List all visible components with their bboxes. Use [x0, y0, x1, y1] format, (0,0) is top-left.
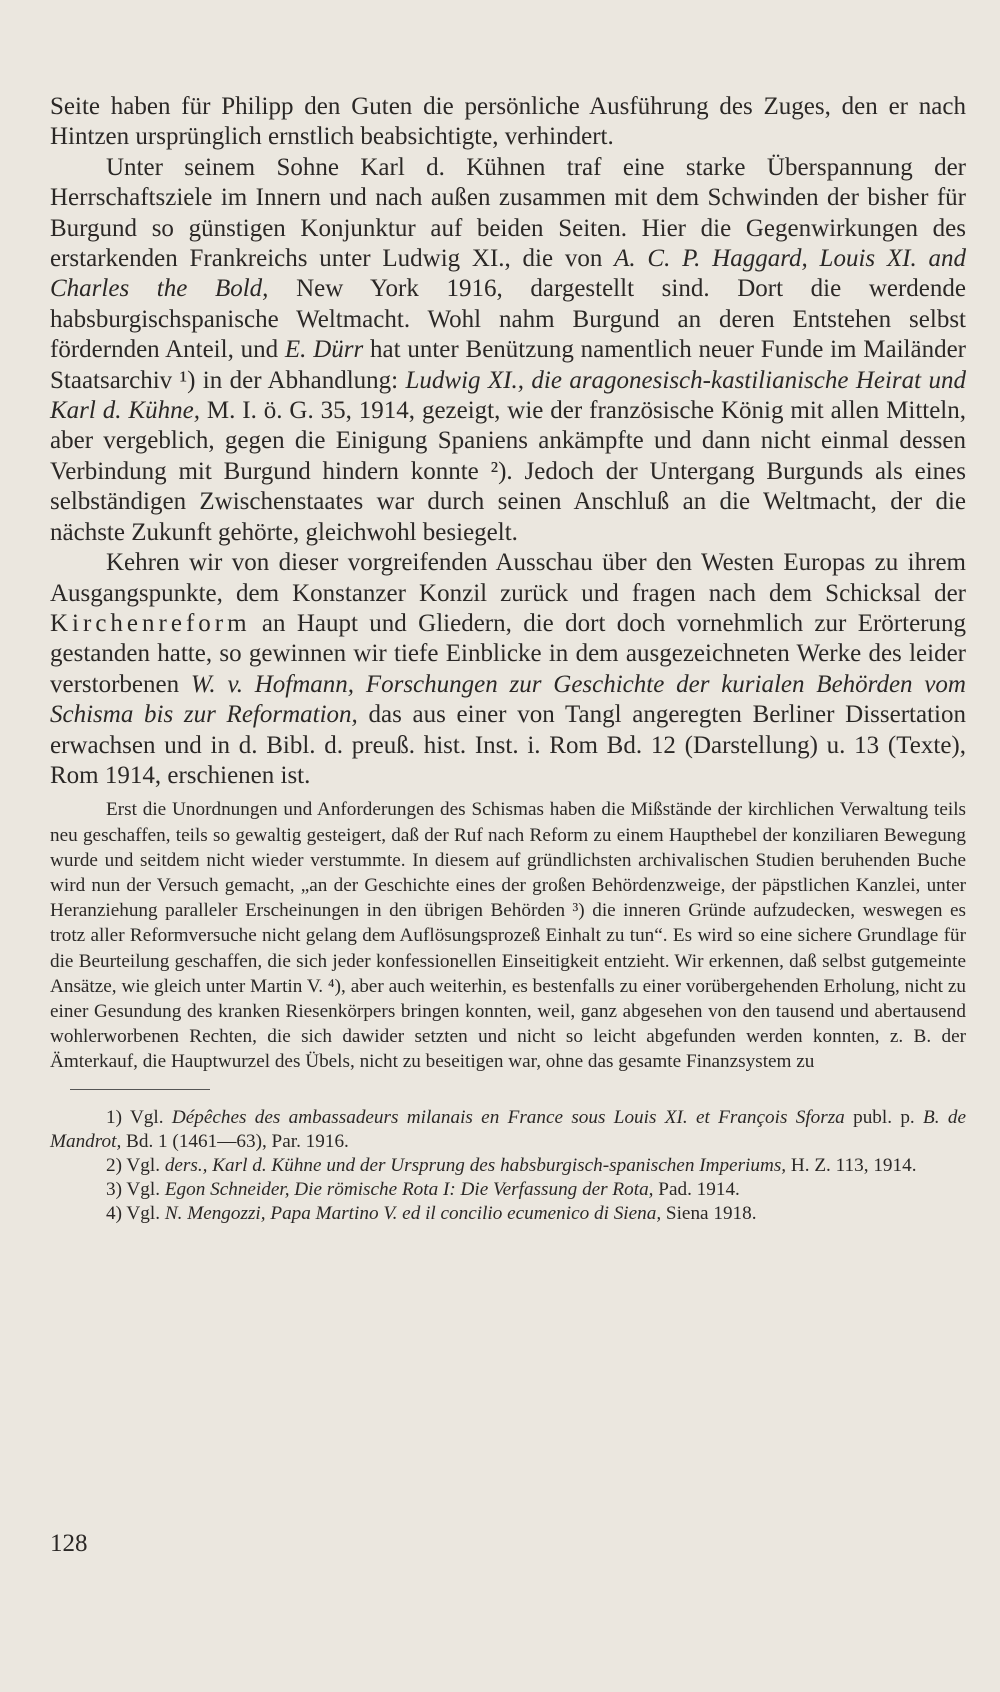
- footnote-1-text: publ. p.: [844, 1106, 924, 1128]
- page-number: 128: [50, 1530, 88, 1557]
- footnote-3: [50, 1178, 966, 1202]
- author-duerr: E. Dürr: [284, 336, 364, 364]
- paragraph-2-text-a: Unter seinem Sohne Karl d. Kühnen traf eine starke Überspannung der Herrschaftsziele im Innern und nach außen zusammen mit dem Schwinden der bisher für Burgund so günstigen Konjunktur auf beiden Seiten. Hier die Gegenwirkungen des erstarkenden Frankreichs unter Ludwig XI., die von: [50, 153, 966, 273]
- footnote-divider: [70, 1089, 210, 1090]
- small-print-paragraph: Erst die Unordnungen und Anforderungen des Schismas haben die Mißstände der kirchlichen Verwaltung teils neu geschaffen, teils so gewaltig gesteigert, daß der Ruf nach Reform zu einem Haupthebel der konziliaren Bewegung wurde und seitdem nicht wieder verstummte. In diesem auf gründlichsten archivalischen Studien beruhenden Buche wird nun der Versuch gemacht, „an der Geschichte eines der großen Behördenzweige, der päpstlichen Kanzlei, unter Heranziehung paralleler Erscheinungen in den übrigen Behörden ³) die inneren Gründe aufzudecken, weswegen es trotz aller Reformversuche nicht gelang dem Auflösungsprozeß Einhalt zu tun“. Es wird so eine sichere Grundlage für die Beurteilung geschaffen, die sich jeder konfessionellen Einseitigkeit entzieht. Wir erkennen, daß selbst gutgemeinte Ansätze, wie gleich unter Martin V. ⁴), aber auch weiterhin, es bestenfalls zu einer vorübergehenden Erholung, nicht zu einer Gesundung des kranken Riesenkörpers bringen konnten, weil, ganz abgesehen von den tausend und abertausend wohlerworbenen Rechten, die sich dawider setzten und nicht so leicht abgefunden werden konnten, z. B. der Ämterkauf, die Hauptwurzel des Übels, nicht zu beseitigen war, ohne das gesamte Finanzsystem zu: [50, 799, 966, 1073]
- footnote-3-details: Pad. 1914.: [653, 1178, 740, 1200]
- paragraph-1: Seite haben für Philipp den Guten die persönliche Ausführung des Zuges, den er nach Hintzen ursprünglich ernstlich beabsichtigte, verhindert.: [50, 93, 966, 151]
- footnote-3-marker: 3) Vgl.: [106, 1178, 165, 1200]
- paragraph-3-text-e: das aus einer von Tangl angeregten Berliner Dissertation erwachsen und in d. Bibl. d. preuß. hist. Inst. i. Rom Bd. 12 (Darstellung) u. 13 (Texte), Rom 1914, erschienen ist.: [50, 701, 966, 789]
- footnote-1-title: Dépêches des ambassadeurs milanais en France sous Louis XI. et François Sforza: [171, 1106, 845, 1128]
- citation-hofmann: W. v. Hofmann, Forschungen zur Geschichte der kurialen Behörden vom Schisma bis zur Reformation,: [50, 670, 966, 729]
- small-print-section: [50, 797, 966, 1074]
- footnote-1: [50, 1106, 966, 1154]
- footnotes: [50, 1106, 966, 1226]
- citation-ludwig-xi: Ludwig XI., die aragonesisch-kastilianische Heirat und Karl d. Kühne,: [50, 366, 966, 425]
- footnote-1-details: Bd. 1 (1461—63), Par. 1916.: [121, 1130, 349, 1152]
- paragraph-3-text-a: Kehren wir von dieser vorgreifenden Ausschau über den Westen Europas zu ihrem Ausgangspunkte, dem Konstanzer Konzil zurück und fragen nach dem Schicksal der: [50, 549, 966, 607]
- footnote-4-details: Siena 1918.: [661, 1202, 757, 1224]
- spaced-term-kirchenreform: Kirchenreform: [50, 609, 251, 637]
- citation-haggard: A. C. P. Haggard, Louis XI. and Charles the Bold,: [50, 245, 966, 303]
- paragraph-2-text-g: M. I. ö. G. 35, 1914, gezeigt, wie der französische König mit allen Mitteln, aber vergeblich, gegen die Einigung Spaniens ankämpfte und dann nicht einmal dessen Verbindung mit Burgund hindern konnte ²). Jedoch der Untergang Burgunds als eines selbständigen Zwischenstaates war durch seinen Anschluß an die Weltmacht, der die nächste Zukunft gehörte, gleichwohl besiegelt.: [50, 397, 966, 546]
- paragraph-3-text-c: an Haupt und Gliedern, die dort doch vornehmlich zur Erörterung gestanden hatte, so gewinnen wir tiefe Einblicke in dem ausgezeichneten Werke des leider verstorbenen: [50, 609, 966, 698]
- footnote-2-details: H. Z. 113, 1914.: [786, 1154, 917, 1176]
- footnote-1-marker: 1) Vgl.: [106, 1106, 172, 1128]
- paragraph-2-text-e: hat unter Benützung namentlich neuer Funde im Mailänder Staatsarchiv ¹) in der Abhandlung:: [50, 336, 966, 394]
- footnote-4: [50, 1202, 966, 1226]
- footnote-2: [50, 1154, 966, 1178]
- footnote-1-editor: B. de Mandrot,: [50, 1106, 966, 1152]
- paragraph-2-text-c: New York 1916, dargestellt sind. Dort die werdende habsburgischspanische Weltmacht. Wohl nahm Burgund an deren Entstehen selbst fördernden Anteil, und: [50, 275, 966, 364]
- footnote-4-title: N. Mengozzi, Papa Martino V. ed il concilio ecumenico di Siena,: [164, 1202, 662, 1224]
- main-text: [50, 92, 966, 791]
- paragraph-3: [50, 548, 966, 791]
- footnote-4-marker: 4) Vgl.: [106, 1202, 165, 1224]
- footnote-2-marker: 2) Vgl.: [106, 1154, 165, 1176]
- footnote-3-title: Egon Schneider, Die römische Rota I: Die Verfassung der Rota,: [164, 1178, 654, 1200]
- paragraph-2: [50, 153, 966, 548]
- footnote-2-title: ders., Karl d. Kühne und der Ursprung des habsburgisch-spanischen Imperiums,: [164, 1154, 787, 1176]
